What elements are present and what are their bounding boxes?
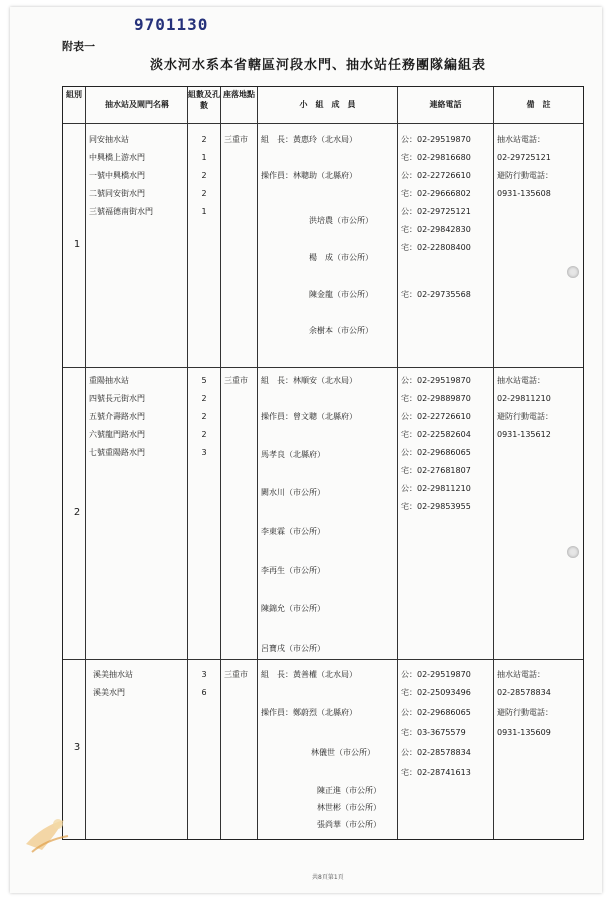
station-name: 一號中興橋水門 <box>89 171 145 180</box>
remark-line: 避防行動電話： <box>497 412 553 421</box>
remark-line: 0931-135612 <box>497 430 551 439</box>
page-footer: 共8頁第1頁 <box>312 874 344 881</box>
phone-number: 宅：02-29853955 <box>401 502 471 511</box>
group-number: 3 <box>73 742 81 753</box>
phone-number: 宅：02-29842830 <box>401 225 471 234</box>
station-count: 6 <box>201 688 207 697</box>
station-name: 三號福德南街水門 <box>89 207 153 216</box>
phone-number: 公：02-29519870 <box>401 376 471 385</box>
phone-number: 公：02-29725121 <box>401 207 471 216</box>
phone-number: 公：02-29519870 <box>401 135 471 144</box>
member-leader: 組 長：黃惠玲（北水局） <box>261 135 357 144</box>
station-count: 3 <box>201 448 207 457</box>
station-count: 3 <box>201 670 207 679</box>
phone-number: 宅：02-29816680 <box>401 153 471 162</box>
header-remarks: 備 註 <box>526 100 551 109</box>
watermark-logo-icon <box>18 806 78 866</box>
member-operator: 楊 成（市公所） <box>309 253 373 262</box>
phone-number: 宅：02-22582604 <box>401 430 471 439</box>
member-operator: 闕水川（市公所） <box>261 488 325 497</box>
station-location: 三重市 <box>224 376 248 385</box>
phone-number: 宅：03-3675579 <box>401 728 466 737</box>
station-name: 二號同安街水門 <box>89 189 145 198</box>
remark-line: 02-29811210 <box>497 394 551 403</box>
remark-line: 避防行動電話： <box>497 708 553 717</box>
station-name: 溪美水門 <box>93 688 125 697</box>
remark-line: 避防行動電話： <box>497 171 553 180</box>
remark-line: 02-29725121 <box>497 153 551 162</box>
member-operator: 陳金龍（市公所） <box>309 290 373 299</box>
header-members: 小 組 成 員 <box>299 100 356 109</box>
phone-number: 公：02-29519870 <box>401 670 471 679</box>
station-count: 2 <box>201 394 207 403</box>
member-leader: 組 長：黃善權（北水局） <box>261 670 357 679</box>
header-group: 組別 <box>66 90 82 99</box>
punch-hole <box>567 266 579 278</box>
station-count: 2 <box>201 171 207 180</box>
phone-number: 宅：02-25093496 <box>401 688 471 697</box>
document-title: 淡水河水系本省轄區河段水門、抽水站任務團隊編組表 <box>149 58 486 73</box>
remark-line: 抽水站電話： <box>497 135 545 144</box>
member-operator: 林儀世（市公所） <box>311 748 375 757</box>
member-operator: 操作員：鄭蔚烈（北縣府） <box>261 708 357 717</box>
station-name: 七號重陽路水門 <box>89 448 145 457</box>
member-operator: 陳錦允（市公所） <box>261 604 325 613</box>
header-station: 抽水站及閘門名稱 <box>105 100 169 109</box>
station-count: 2 <box>201 189 207 198</box>
member-operator: 操作員：曾文聰（北縣府） <box>261 412 357 421</box>
header-phone: 連絡電話 <box>429 100 462 109</box>
member-operator: 操作員：林聰助（北縣府） <box>261 171 357 180</box>
organization-table <box>62 86 584 840</box>
station-name: 五號介壽路水門 <box>89 412 145 421</box>
annex-label: 附表一 <box>62 40 95 53</box>
phone-number: 宅：02-29735568 <box>401 290 471 299</box>
station-count: 1 <box>201 153 207 162</box>
member-operator: 陳正進（市公所） <box>317 786 381 795</box>
phone-number: 宅：02-29666802 <box>401 189 471 198</box>
phone-number: 宅：02-22808400 <box>401 243 471 252</box>
station-count: 2 <box>201 135 207 144</box>
header-count: 組數及孔數 <box>188 90 220 110</box>
member-operator: 李再生（市公所） <box>261 566 325 575</box>
station-count: 2 <box>201 430 207 439</box>
station-name: 同安抽水站 <box>89 135 129 144</box>
member-leader: 組 長：林順安（北水局） <box>261 376 357 385</box>
member-operator: 李東霖（市公所） <box>261 527 325 536</box>
phone-number: 公：02-29686065 <box>401 708 471 717</box>
remark-line: 0931-135608 <box>497 189 551 198</box>
remark-line: 0931-135609 <box>497 728 551 737</box>
member-operator: 林世彬（市公所） <box>317 803 381 812</box>
station-count: 2 <box>201 412 207 421</box>
phone-number: 宅：02-29889870 <box>401 394 471 403</box>
remark-line: 02-28578834 <box>497 688 551 697</box>
group-number: 2 <box>73 507 81 518</box>
member-operator: 馬孝良（北縣府） <box>261 450 325 459</box>
handwritten-doc-number: 9701130 <box>134 15 209 34</box>
station-name: 四號長元街水門 <box>89 394 145 403</box>
phone-number: 宅：02-27681807 <box>401 466 471 475</box>
phone-number: 公：02-28578834 <box>401 748 471 757</box>
punch-hole <box>567 546 579 558</box>
station-name: 中興橋上游水門 <box>89 153 145 162</box>
phone-number: 公：02-22726610 <box>401 412 471 421</box>
station-name: 六號龍門路水門 <box>89 430 145 439</box>
member-operator: 余樹本（市公所） <box>309 326 373 335</box>
member-operator: 呂寶戌（市公所） <box>261 644 325 653</box>
station-name: 重陽抽水站 <box>89 376 129 385</box>
phone-number: 公：02-22726610 <box>401 171 471 180</box>
station-location: 三重市 <box>224 670 248 679</box>
phone-number: 公：02-29811210 <box>401 484 471 493</box>
phone-number: 公：02-29686065 <box>401 448 471 457</box>
station-count: 5 <box>201 376 207 385</box>
station-count: 1 <box>201 207 207 216</box>
header-location: 座落地點 <box>223 90 255 99</box>
remark-line: 抽水站電話： <box>497 376 545 385</box>
member-operator: 張尚華（市公所） <box>317 820 381 829</box>
member-operator: 洪培農（市公所） <box>309 216 373 225</box>
remark-line: 抽水站電話： <box>497 670 545 679</box>
station-name: 溪美抽水站 <box>93 670 133 679</box>
phone-number: 宅：02-28741613 <box>401 768 471 777</box>
station-location: 三重市 <box>224 135 248 144</box>
group-number: 1 <box>73 239 81 250</box>
